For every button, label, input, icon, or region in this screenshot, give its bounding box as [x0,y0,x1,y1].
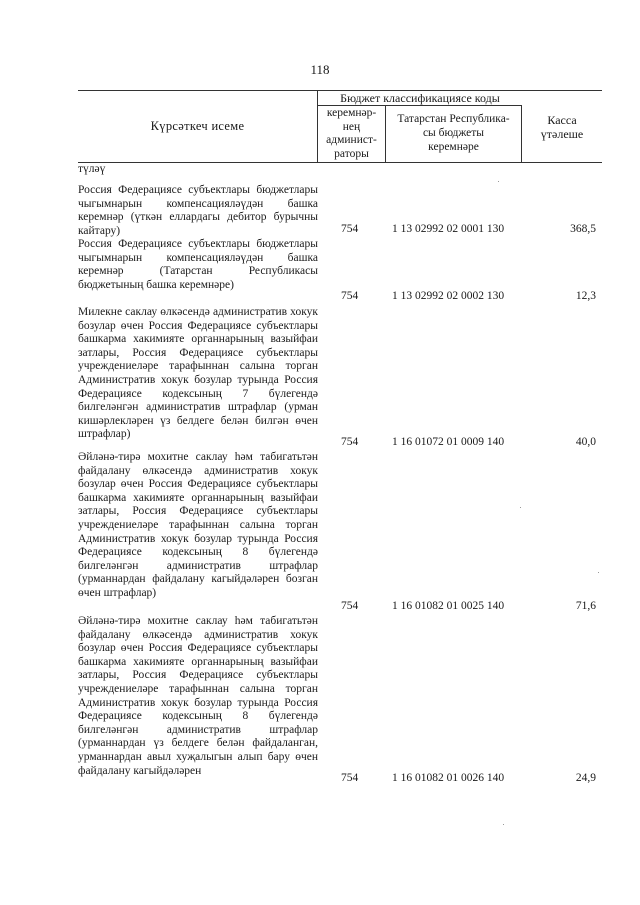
table-row-cash: 71,6 [575,600,596,612]
header-indicator-name [78,90,318,162]
header-income-line: Татарстан Республика- [397,113,510,125]
header-income-line: керемнәре [428,141,479,153]
table-row-cash: 24,9 [575,772,596,784]
table-row-code: 1 13 02992 02 0001 130 [392,223,505,235]
header-cash-execution [522,90,602,162]
page-number: 118 [310,62,330,77]
scan-speck [520,507,521,508]
table-row-code: 1 16 01082 01 0026 140 [392,772,505,784]
table-row-description: Россия Федерациясе субъектлары бюджетлары чыгымнарын компенсацияләүдән башка керемнәр (Татарстан Республикасы бюджетының башка керемнәре) [78,238,318,291]
continuation-text: түләү [78,163,106,175]
table-row-admin: 754 [341,290,359,302]
table-row-code: 1 16 01072 01 0009 140 [392,436,505,448]
table-row-code: 1 16 01082 01 0025 140 [392,600,505,612]
scan-speck [598,572,599,573]
header-admin-line: керемнәр- [326,107,377,119]
scan-speck [503,824,504,825]
header-admin-line: админист- [326,134,377,146]
table-row-description: Милекне саклау өлкәсендә административ хокук бозулар өчен Россия Федерациясе субъектлары башкарма хакимияте органнарының вазыйфаи затлары, Россия Федерациясе субъектлары учреждениеләре тарафыннан салына торган Административ хокук бозулар турында Россия Федерациясе кодексының 7 бүлегендә билгеләнгән административ штрафлар (урман кишәрлекләрен үз белдеге белән билгән өчен штрафлар) [78,306,318,441]
table-row-cash: 12,3 [575,290,596,302]
scan-speck [498,181,499,182]
table-row-description: Әйләнә-тирә мохитне саклау һәм табигатьтән файдалану өлкәсендә административ хокук бозулар өчен Россия Федерациясе субъектлары башкарма хакимияте органнарының вазыйфаи затлары, Россия Федерациясе субъектлары учреждениеләре тарафыннан салына торган Административ хокук бозулар турында Россия Федерациясе кодексының 8 бүлегендә билгеләнгән административ штрафлар (урманнардан файдалану кагыйдәләрен бозган өчен штрафлар) [78,451,318,599]
header-income-line: сы бюджеты [422,127,485,139]
header-admin-line: нең [342,120,361,133]
table-row-description: Россия Федерациясе субъектлары бюджетлары чыгымнарын компенсацияләүдән башка керемнәр (үткән еллардагы дебитор бурычны кайтару) [78,184,318,237]
header-cash-line: Касса [547,112,577,127]
header-income-administrator [318,106,386,162]
header-tatarstan-budget-income [386,106,522,162]
table-row-description: Әйләнә-тирә мохитне саклау һәм табигатьтән файдалану өлкәсендә административ хокук бозулар өчен Россия Федерациясе субъектлары башкарма хакимияте органнарының вазыйфаи затлары, Россия Федерациясе субъектлары учреждениеләре тарафыннан салына торган Административ хокук бозулар турында Россия Федерациясе кодексының 8 бүлегендә билгеләнгән административ штрафлар (урманнардан үз белдеге белән файдаланган, урманнардан авыл хуҗалыгын алып бару өчен файдалану кагыйдәләрен [78,615,318,777]
header-cash-line: үтәлеше [540,126,584,141]
header-indicator-name-text: Күрсәткеч исеме [150,119,245,133]
table-row-admin: 754 [341,436,359,448]
header-budget-classification-code: Бюджет классификациясе коды [318,90,522,106]
table-row-admin: 754 [341,223,359,235]
table-row-cash: 40,0 [575,436,596,448]
table-row-admin: 754 [341,600,359,612]
table-row-code: 1 13 02992 02 0002 130 [392,290,505,302]
table-row-cash: 368,5 [570,223,596,235]
header-admin-line: раторы [334,147,369,160]
table-row-admin: 754 [341,772,359,784]
